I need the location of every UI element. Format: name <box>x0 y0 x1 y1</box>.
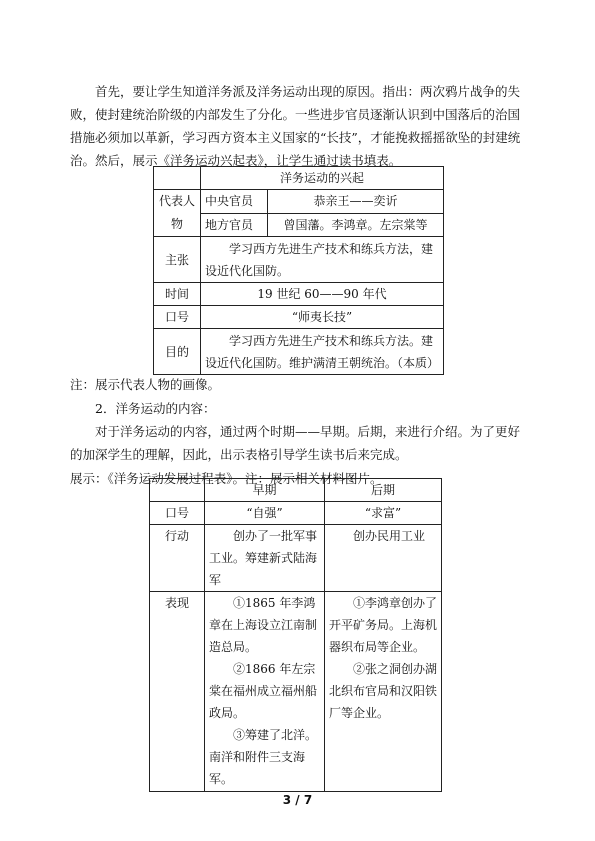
table2-action-label: 行动 <box>150 525 205 592</box>
paragraph-two-periods: 对于洋务运动的内容，通过两个时期——早期。后期，来进行介绍。为了更好的加深学生的理解，因此，出示表格引导学生读书后来完成。 <box>70 424 521 462</box>
table1-goal-label: 目的 <box>154 329 201 375</box>
table2-late-header: 后期 <box>325 479 442 502</box>
table2-corner-cell <box>150 479 205 502</box>
table1-rep-label: 代表人物 <box>154 190 201 237</box>
table1-claim-label: 主张 <box>154 237 201 283</box>
table2-perf-label: 表现 <box>150 592 205 792</box>
table1-central-value: 恭亲王——奕䜣 <box>268 190 444 214</box>
table2-early-action: 创办了一批军事工业。筹建新式陆海军 <box>205 525 325 592</box>
table-rise-of-westernization <box>153 166 444 375</box>
paragraph-show-table1: 然后，展示《洋务运动兴起表》，让学生通过读书填表。 <box>95 153 402 168</box>
table2-early-perf-item: ③筹建了北洋。南洋和附件三支海军。 <box>209 728 318 786</box>
table1-time-value: 19 世纪 60——90 年代 <box>201 283 444 306</box>
paragraph-causes: 首先，要让学生知道洋务派及洋务运动出现的原因。指出：两次鸦片战争的失败，使封建统治阶级的内部发生了分化。一些进步官员逐渐认识到中国落后的治国措施必须加以革新，学习西方资本主义国家的“长技”，才能挽救摇摇欲坠的封建统治。 <box>70 84 521 168</box>
table2-early-perf <box>205 592 325 792</box>
table1-local-value: 曾国藩。李鸿章。左宗棠等 <box>268 213 444 237</box>
table1-time-label: 时间 <box>154 283 201 306</box>
table2-late-perf <box>325 592 442 792</box>
table1-goal-value: 学习西方先进生产技术和练兵方法。建设近代化国防。维护满清王朝统治。（本质） <box>201 329 444 375</box>
table1-claim-value: 学习西方先进生产技术和练兵方法，建设近代化国防。 <box>201 237 444 283</box>
table2-late-slogan: “求富” <box>325 502 442 525</box>
table2-early-header: 早期 <box>205 479 325 502</box>
table1-local-label: 地方官员 <box>201 213 268 237</box>
page-number: 3 / 7 <box>282 793 313 807</box>
table2-slogan-label: 口号 <box>150 502 205 525</box>
section-heading-content: 2．洋务运动的内容： <box>95 401 216 416</box>
table2-late-perf-item: ②张之洞创办湖北织布官局和汉阳铁厂等企业。 <box>329 662 438 720</box>
table1-title: 洋务运动的兴起 <box>201 167 444 190</box>
table2-late-action: 创办民用工业 <box>325 525 442 592</box>
table2-early-slogan: “自强” <box>205 502 325 525</box>
paragraph-show-table2: 展示：《洋务运动发展过程表》。注：展示相关材料图片。 <box>70 471 383 486</box>
note-portraits: 注：展示代表人物的画像。 <box>70 377 221 392</box>
table2-late-perf-item: ①李鸿章创办了开平矿务局。上海机器织布局等企业。 <box>329 596 438 654</box>
table2-early-perf-item: ②1866 年左宗棠在福州成立福州船政局。 <box>209 662 318 720</box>
table1-slogan-value: “师夷长技” <box>201 306 444 329</box>
table1-slogan-label: 口号 <box>154 306 201 329</box>
table2-early-perf-item: ①1865 年李鸿章在上海设立江南制造总局。 <box>209 596 318 654</box>
table1-corner-cell <box>154 167 201 190</box>
table1-central-label: 中央官员 <box>201 190 268 214</box>
table-development-process <box>149 478 442 792</box>
